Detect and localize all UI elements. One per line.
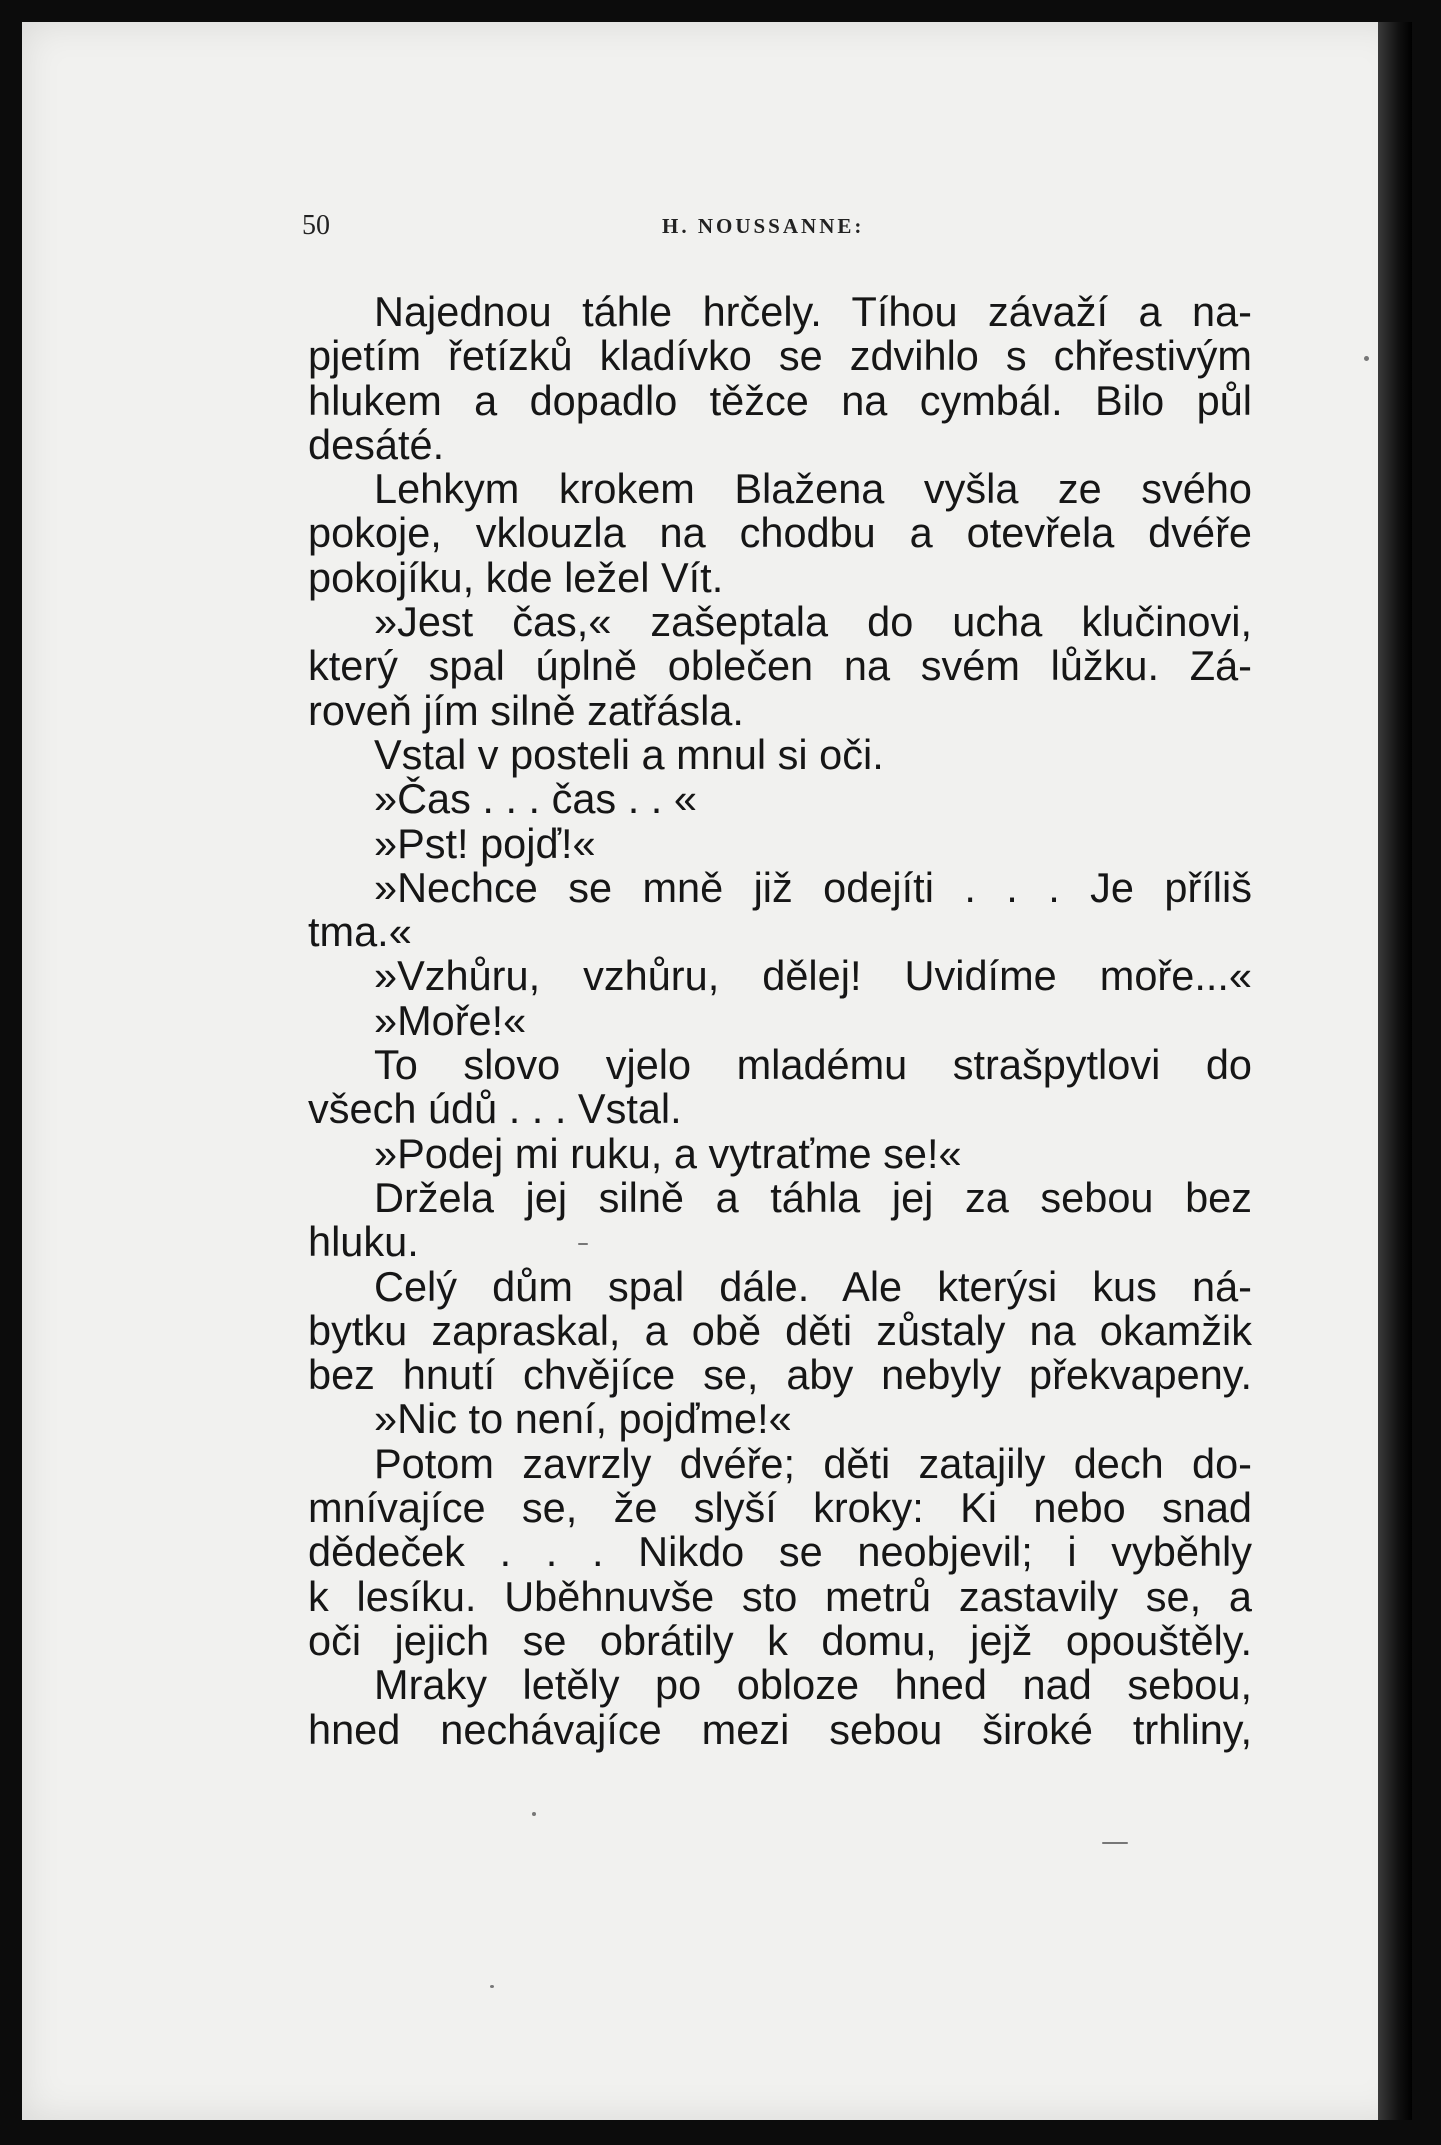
text-line: hned nechávajíce mezi sebou široké trhliny, xyxy=(308,1705,1252,1753)
text-line: »Jest čas,« zašeptala do ucha klučinovi, xyxy=(374,598,1252,646)
text-line: všech údů . . . Vstal. xyxy=(308,1085,682,1133)
speck-mark xyxy=(490,1985,494,1988)
text-line: který spal úplně oblečen na svém lůžku. Zá- xyxy=(308,642,1252,690)
text-line: dědeček . . . Nikdo se neobjevil; i vyběhly xyxy=(308,1528,1252,1576)
text-line: k lesíku. Uběhnuvše sto metrů zastavily se, a xyxy=(308,1572,1252,1620)
running-head: H. NOUSSANNE: xyxy=(662,214,865,238)
text-line: »Vzhůru, vzhůru, dělej! Uvidíme moře...« xyxy=(374,952,1252,1000)
speck-mark xyxy=(1102,1842,1128,1844)
text-line: To slovo vjelo mladému strašpytlovi do xyxy=(374,1041,1252,1089)
text-line: Mraky letěly po obloze hned nad sebou, xyxy=(374,1661,1252,1709)
page-header xyxy=(302,208,1252,248)
speck-mark xyxy=(532,1812,536,1816)
text-line: »Pst! pojď!« xyxy=(374,819,596,867)
text-line: bytku zapraskal, a obě děti zůstaly na okamžik xyxy=(308,1306,1252,1354)
page-edge-shadow xyxy=(1378,22,1412,2120)
text-line: desáté. xyxy=(308,420,445,468)
body-text xyxy=(308,290,1252,1752)
page-number: 50 xyxy=(302,210,330,241)
text-line: hlukem a dopadlo těžce na cymbál. Bilo půl xyxy=(308,376,1252,424)
text-line: pokoje, vklouzla na chodbu a otevřela dvéře xyxy=(308,509,1252,557)
text-line: »Podej mi ruku, a vytraťme se!« xyxy=(374,1129,962,1177)
text-line: »Nic to není, pojďme!« xyxy=(374,1395,792,1443)
speck-mark xyxy=(1364,356,1369,361)
text-line: Vstal v posteli a mnul si oči. xyxy=(374,730,884,778)
text-line: »Moře!« xyxy=(374,996,527,1044)
text-line: roveň jím silně zatřásla. xyxy=(308,686,744,734)
text-line: pokojíku, kde ležel Vít. xyxy=(308,553,724,601)
text-line: hluku. xyxy=(308,1218,419,1266)
text-line: »Nechce se mně již odejíti . . . Je příliš xyxy=(374,863,1252,911)
text-line: Potom zavrzly dvéře; děti zatajily dech do- xyxy=(374,1439,1252,1487)
text-line: Celý dům spal dále. Ale kterýsi kus ná- xyxy=(374,1262,1252,1310)
text-line: »Čas . . . čas . . « xyxy=(374,775,697,823)
text-line: Najednou táhle hrčely. Tíhou závaží a na- xyxy=(374,288,1252,335)
text-line: bez hnutí chvějíce se, aby nebyly překvapeny. xyxy=(308,1351,1252,1399)
text-line: Lehkym krokem Blažena vyšla ze svého xyxy=(374,465,1252,513)
text-line: pjetím řetízků kladívko se zdvihlo s chřestivým xyxy=(308,332,1252,380)
text-line: mnívajíce se, že slyší kroky: Ki nebo snad xyxy=(308,1484,1252,1532)
text-line: oči jejich se obrátily k domu, jejž opouštěly. xyxy=(308,1616,1252,1664)
text-line: tma.« xyxy=(308,908,412,956)
text-line: Držela jej silně a táhla jej za sebou bez xyxy=(374,1173,1252,1221)
